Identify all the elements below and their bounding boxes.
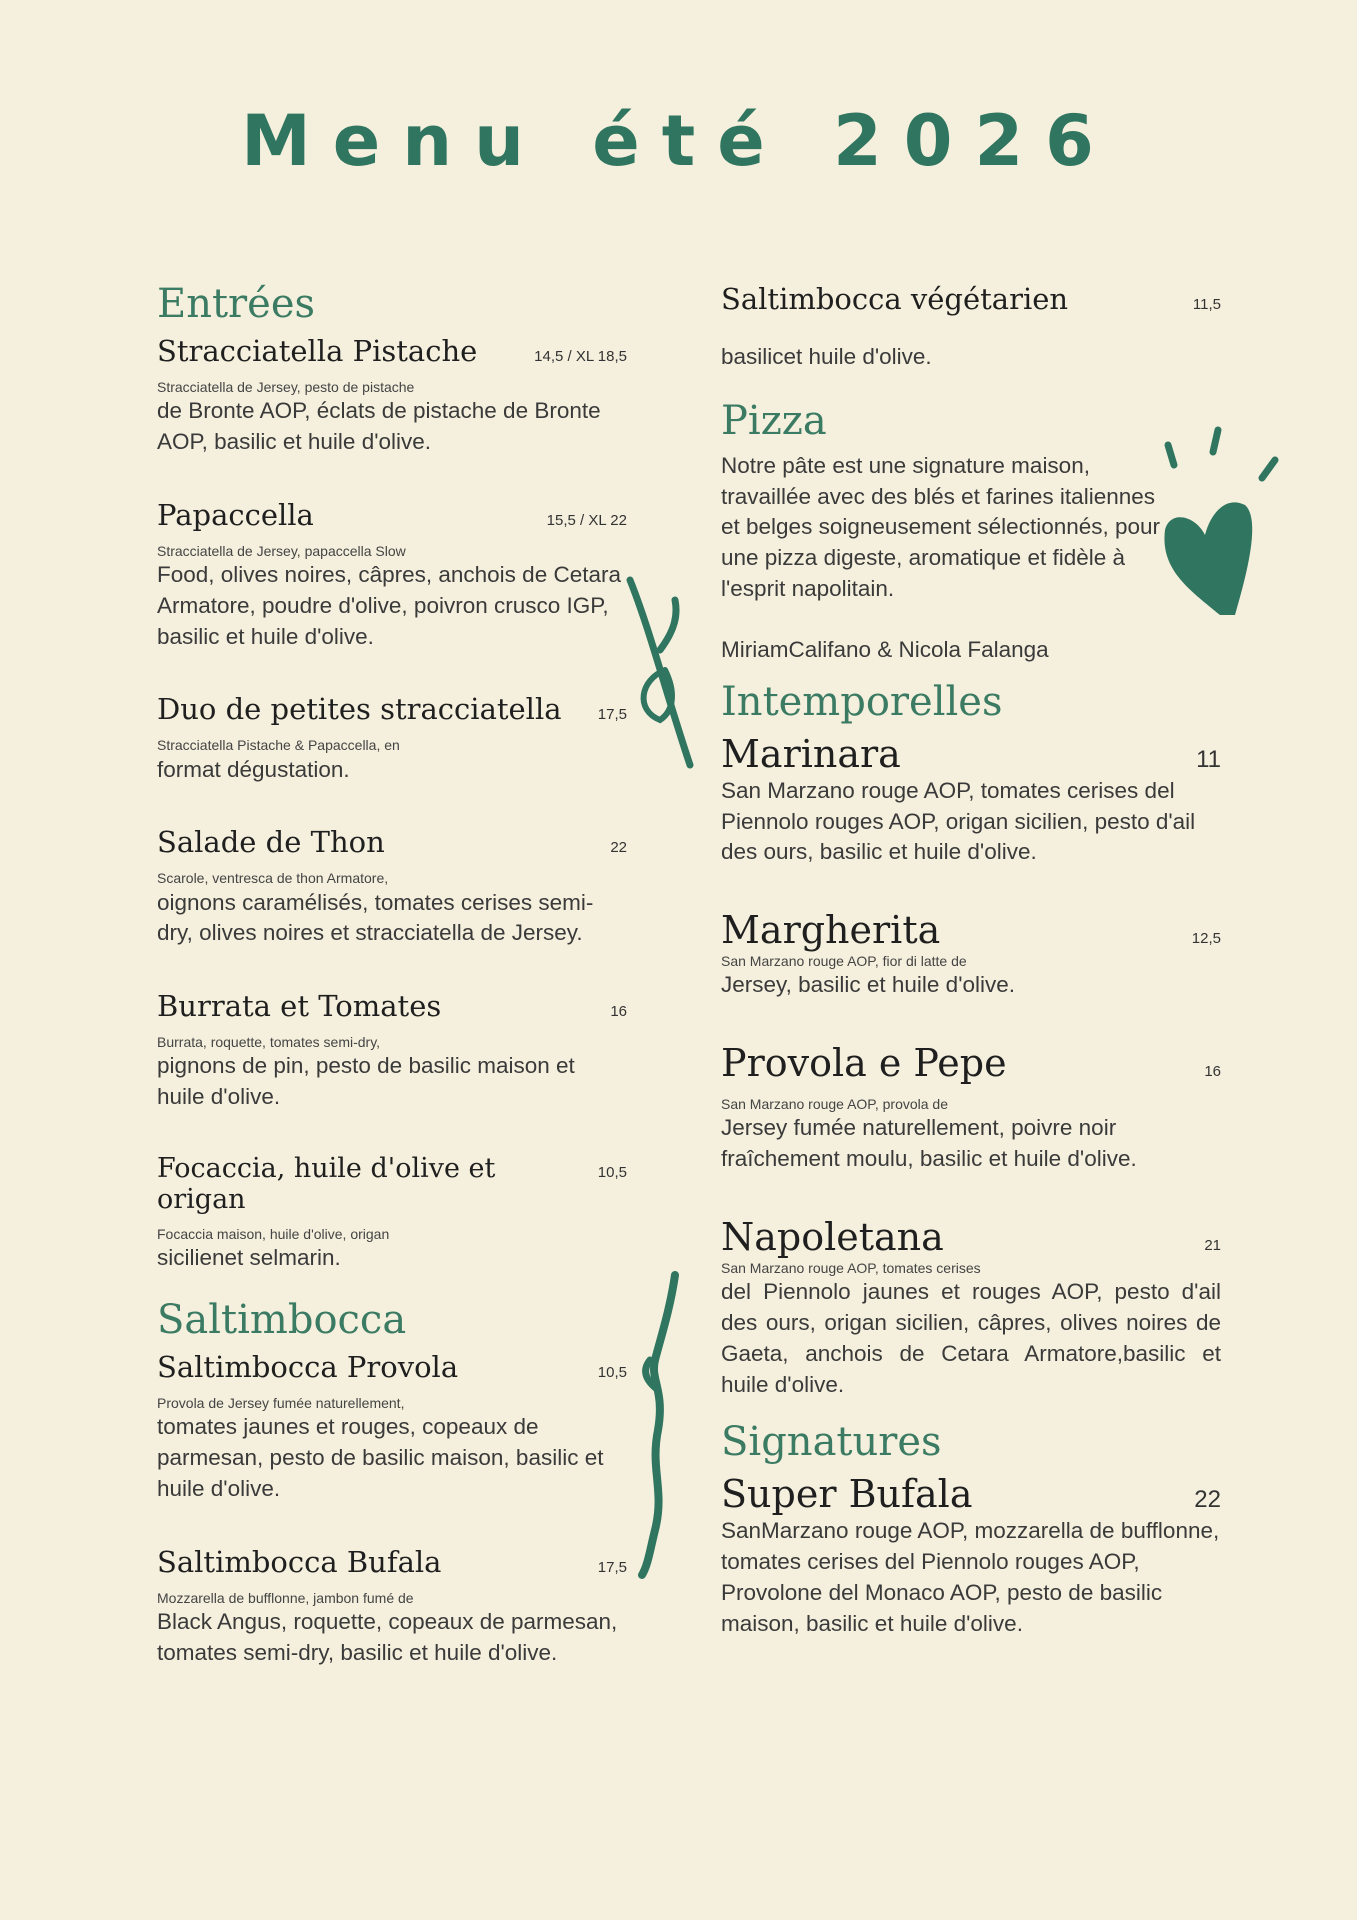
item-price: 22: [610, 839, 627, 857]
item-name: Super Bufala: [721, 1472, 973, 1517]
item-desc-small: San Marzano rouge AOP, fior di latte de: [721, 953, 967, 970]
item-price: 10,5: [597, 1364, 627, 1382]
item-price: 17,5: [597, 706, 627, 724]
item-desc: Black Angus, roquette, copeaux de parmesan, tomates semi-dry, basilic et huile d'olive.: [157, 1608, 618, 1665]
item-desc: SanMarzano rouge AOP, mozzarella de bufflonne, tomates cerises del Piennolo rouges AOP, Provolone del Monaco AOP, pesto de basilic maison, basilic et huile d'olive.: [721, 1518, 1220, 1636]
item-desc-small: Stracciatella de Jersey, pesto de pistache: [157, 379, 415, 395]
pizza-intro: Notre pâte est une signature maison, travaillée avec des blés et farines italiennes et belges soigneusement sélectionnés, pour une pizza digeste, aromatique et fidèle à l'esprit napolitain.: [721, 452, 1161, 602]
section-pizza-title: Pizza: [721, 397, 827, 444]
menu-item: [157, 1153, 627, 1274]
menu-item: [721, 1472, 1221, 1639]
stem-squiggle-icon: [630, 1270, 690, 1580]
item-price: 12,5: [1191, 930, 1221, 948]
item-desc-small: Scarole, ventresca de thon Armatore,: [157, 870, 389, 887]
item-name: Saltimbocca Provola: [157, 1350, 459, 1385]
item-price: 10,5: [597, 1164, 627, 1182]
pizza-credit: MiriamCalifano & Nicola Falanga: [721, 636, 1049, 662]
menu-item: [721, 908, 1221, 1001]
item-desc-small: Focaccia maison, huile d'olive, origan: [157, 1226, 390, 1243]
section-entrees-title: Entrées: [157, 281, 316, 327]
item-price: 16: [1204, 1063, 1221, 1081]
item-price: 15,5 / XL 22: [546, 511, 627, 529]
item-desc: San Marzano rouge AOP, tomates cerises del Piennolo rouges AOP, origan sicilien, pesto d'ail des ours, basilic et huile d'olive.: [721, 777, 1196, 865]
menu-item: [721, 1041, 1221, 1175]
item-name: Papaccella: [157, 497, 314, 532]
item-desc: Jersey fumée naturellement, poivre noir fraîchement moulu, basilic et huile d'olive.: [721, 1115, 1137, 1172]
menu-item: [157, 825, 627, 949]
section-signatures-title: Signatures: [721, 1419, 942, 1466]
item-desc-small: Stracciatella Pistache & Papaccella, en: [157, 737, 400, 754]
item-name: Stracciatella Pistache: [157, 334, 478, 368]
section-saltimbocca-title: Saltimbocca: [157, 1297, 407, 1344]
menu-item: [721, 282, 1221, 373]
menu-item: [721, 732, 1221, 868]
item-desc: oignons caramélisés, tomates cerises semi-dry, olives noires et stracciatella de Jersey.: [157, 889, 594, 946]
item-name: Napoletana: [721, 1214, 944, 1259]
item-name: Burrata et Tomates: [157, 989, 442, 1024]
item-name: Focaccia, huile d'olive et origan: [157, 1153, 496, 1216]
item-name: Provola e Pepe: [721, 1041, 1007, 1086]
menu-item: [157, 1545, 627, 1669]
item-name: Saltimbocca Bufala: [157, 1544, 442, 1579]
menu-item: [157, 692, 627, 785]
item-price: 22: [1194, 1486, 1221, 1514]
item-name: Saltimbocca végétarien: [721, 282, 1069, 316]
menu-item: [157, 1350, 627, 1505]
item-name: Salade de Thon: [157, 825, 385, 860]
heart-sparkle-icon: [1150, 420, 1290, 620]
item-desc: de Bronte AOP, éclats de pistache de Bronte AOP, basilic et huile d'olive.: [157, 398, 601, 454]
section-intemporelles-title: Intemporelles: [721, 678, 1003, 725]
item-price: 16: [610, 1003, 627, 1021]
item-price: 21: [1204, 1236, 1221, 1254]
item-desc-small: Stracciatella de Jersey, papaccella Slow: [157, 542, 406, 559]
right-column: [721, 282, 1221, 1680]
item-desc-small: Burrata, roquette, tomates semi-dry,: [157, 1034, 381, 1051]
item-price: 17,5: [597, 1558, 627, 1576]
item-name: Margherita: [721, 908, 941, 953]
item-price: 14,5 / XL 18,5: [534, 348, 627, 365]
item-desc: sicilienet selmarin.: [157, 1245, 341, 1271]
item-desc: Jersey, basilic et huile d'olive.: [721, 972, 1016, 998]
menu-item: [157, 989, 627, 1113]
page-title: Menu été 2026: [241, 100, 1116, 182]
item-desc-small: San Marzano rouge AOP, provola de: [721, 1096, 949, 1113]
leaf-sprig-icon: [620, 570, 710, 770]
menu-item: [157, 334, 627, 458]
menu-item: [721, 1215, 1221, 1400]
menu-item: [157, 498, 627, 653]
item-desc: basilicet huile d'olive.: [721, 344, 932, 369]
item-price: 11: [1196, 745, 1221, 773]
item-desc: del Piennolo jaunes et rouges AOP, pesto d'ail des ours, origan sicilien, câpres, olives noires de Gaeta, anchois de Cetara Armatore,basilic et huile d'olive.: [721, 1279, 1221, 1397]
item-name: Duo de petites stracciatella: [157, 692, 562, 727]
item-name: Marinara: [721, 731, 901, 776]
left-column: [157, 282, 627, 1709]
item-desc-small: Mozzarella de bufflonne, jambon fumé de: [157, 1589, 414, 1606]
item-desc-small: San Marzano rouge AOP, tomates cerises: [721, 1259, 981, 1276]
item-desc-small: Provola de Jersey fumée naturellement,: [157, 1395, 405, 1412]
item-desc: pignons de pin, pesto de basilic maison et huile d'olive.: [157, 1053, 575, 1110]
item-desc: format dégustation.: [157, 756, 350, 782]
item-desc: Food, olives noires, câpres, anchois de Cetara Armatore, poudre d'olive, poivron crusco IGP, basilic et huile d'olive.: [157, 562, 621, 649]
item-desc: tomates jaunes et rouges, copeaux de parmesan, pesto de basilic maison, basilic et huile d'olive.: [157, 1414, 604, 1501]
item-price: 11,5: [1192, 296, 1221, 313]
